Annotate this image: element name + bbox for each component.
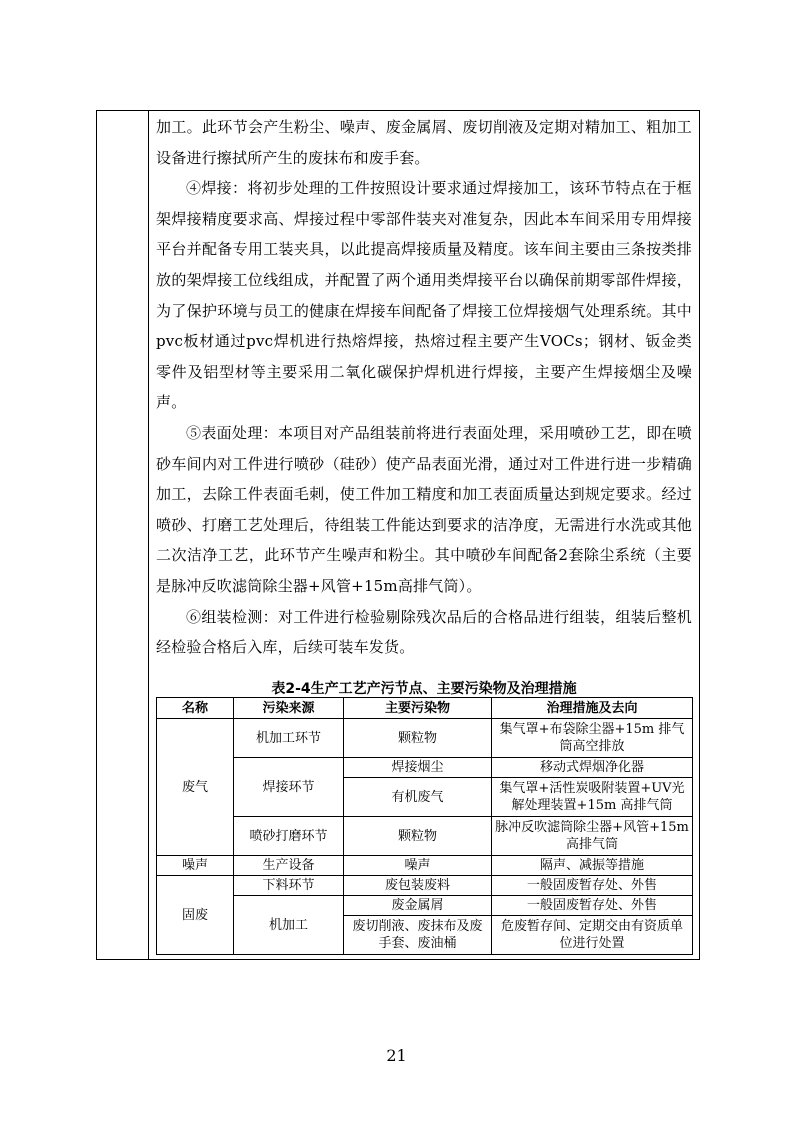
measure-cell: 危废暂存间、定期交由有资质单位进行处置	[492, 916, 693, 955]
paragraph-machining-end: 加工。此环节会产生粉尘、噪声、废金属屑、废切削液及定期对精加工、粗加工设备进行擦拭所产生的废抹布和废手套。	[156, 118, 692, 167]
table-row	[157, 856, 693, 876]
measure-cell: 集气罩+布袋除尘器+15m 排气筒高空排放	[492, 719, 693, 758]
source-cell: 下料环节	[234, 876, 344, 896]
pollutant-cell: 废切削液、废抹布及废手套、废油桶	[344, 916, 492, 955]
pollutant-cell: 废包装废料	[344, 876, 492, 896]
pollutant-cell: 颗粒物	[344, 719, 492, 758]
paragraph-welding: ④焊接：将初步处理的工件按照设计要求通过焊接加工，该环节特点在于框架焊接精度要求高、焊接过程中零部件装夹对准复杂，因此本车间采用专用焊接平台并配备专用工装夹具，以此提高焊接质量及精度。该车间主要由三条按类排放的架焊接工位线组成，并配置了两个通用类焊接平台以确保前期零部件焊接，为了保护环境与员工的健康在焊接车间配备了焊接工位焊接烟气处理系统。其中pvc板材通过pvc焊机进行热熔焊接，热熔过程主要产生VOCs；钢材、钣金类零件及铝型材等主要采用二氧化碳保护焊机进行焊接，主要产生焊接烟尘及噪声。	[156, 179, 692, 412]
table-row	[157, 758, 693, 778]
table-header-row	[157, 698, 693, 719]
measure-cell: 一般固废暂存处、外售	[492, 876, 693, 896]
measure-cell: 移动式焊烟净化器	[492, 758, 693, 778]
pollution-table	[156, 697, 693, 955]
pollutant-cell: 颗粒物	[344, 817, 492, 856]
body-text	[156, 112, 692, 663]
source-cell: 机加工	[234, 896, 344, 955]
source-cell: 生产设备	[234, 856, 344, 876]
source-cell: 喷砂打磨环节	[234, 817, 344, 856]
pollutant-cell: 废金属屑	[344, 896, 492, 916]
paragraph-assembly-inspection: ⑥组装检测：对工件进行检验剔除残次品后的合格品进行组装，组装后整机经检验合格后入库，后续可装车发货。	[156, 607, 692, 657]
header-measure: 治理措施及去向	[492, 698, 693, 719]
table-row	[157, 876, 693, 896]
group-solid-waste: 固废	[157, 876, 234, 955]
pollutant-cell: 噪声	[344, 856, 492, 876]
group-exhaust: 废气	[157, 719, 234, 856]
table-row	[157, 896, 693, 916]
table-row	[157, 719, 693, 758]
measure-cell: 集气罩+活性炭吸附装置+UV光解处理装置+15m 高排气筒	[492, 778, 693, 817]
pollutant-cell: 有机废气	[344, 778, 492, 817]
header-source: 污染来源	[234, 698, 344, 719]
source-cell: 机加工环节	[234, 719, 344, 758]
header-pollutant: 主要污染物	[344, 698, 492, 719]
frame-column-divider	[148, 110, 149, 960]
table-row	[157, 817, 693, 856]
paragraph-surface-treatment: ⑤表面处理：本项目对产品组装前将进行表面处理，采用喷砂工艺，即在喷砂车间内对工件进行喷砂（硅砂）使产品表面光滑，通过对工件进行进一步精确加工，去除工件表面毛刺，使工件加工精度和加工表面质量达到规定要求。经过喷砂、打磨工艺处理后，待组装工件能达到要求的洁净度，无需进行水洗或其他二次洁净工艺，此环节产生噪声和粉尘。其中喷砂车间配备2套除尘系统（主要是脉冲反吹滤筒除尘器+风管+15m高排气筒）。	[156, 423, 692, 595]
group-noise: 噪声	[157, 856, 234, 876]
measure-cell: 隔声、减振等措施	[492, 856, 693, 876]
source-cell: 焊接环节	[234, 758, 344, 817]
table-title: 表2-4生产工艺产污节点、主要污染物及治理措施	[271, 681, 577, 697]
measure-cell: 脉冲反吹滤筒除尘器+风管+15m 高排气筒	[492, 817, 693, 856]
measure-cell: 一般固废暂存处、外售	[492, 896, 693, 916]
pollutant-cell: 焊接烟尘	[344, 758, 492, 778]
page-number: 21	[386, 1046, 407, 1065]
header-name: 名称	[157, 698, 234, 719]
